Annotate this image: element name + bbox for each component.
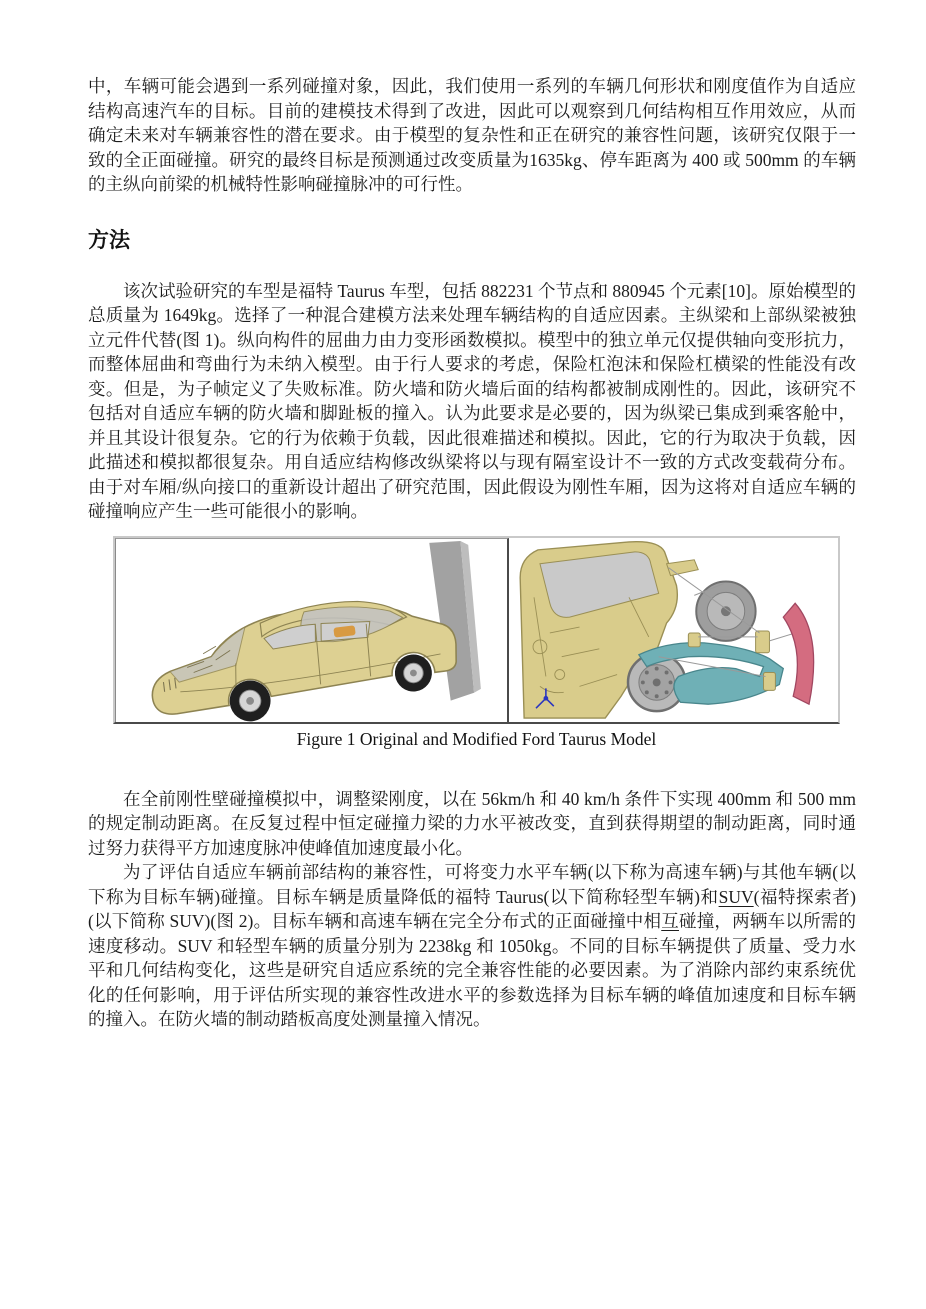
figure-1-panels [113, 536, 840, 724]
figure-1-caption: Figure 1 Original and Modified Ford Taurus Model [296, 728, 657, 749]
compat-segment-2: (福特探索者)(以下简称 SUV)(图 2)。目标车辆和高速车辆在完全分布式的正面碰撞中相 [88, 886, 856, 931]
paragraph-method-model: 该次试验研究的车型是福特 Taurus 车型，包括 882231 个节点和 880945 个元素[10]。原始模型的总质量为 1649kg。选择了一种混合建模方法来处理车辆结构的自适应因素。主纵梁和上部纵梁被独立元件代替(图 1)。纵向构件的屈曲力由力变形函数模拟。模型中的独立单元仅提供轴向变形抗力，而整体屈曲和弯曲行为未纳入模型。由于行人要求的考虑，保险杠泡沫和保险杠横梁的性能没有改变。但是，为子帧定义了失败标准。防火墙和防火墙后面的结构都被制成刚性的。因此，该研究不包括对自适应车辆的防火墙和脚趾板的撞入。认为此要求是必要的，因为纵梁已集成到乘客舱中，并且其设计很复杂。它的行为依赖于负载，因此很难描述和模拟。因此，它的行为取决于负载，因此描述和模拟都很复杂。用自适应结构修改纵梁将以与现有隔室设计不一致的方式改变载荷分布。由于对车厢/纵向接口的重新设计超出了研究范围，因此假设为刚性车厢，因为这将对自适应车辆的碰撞响应产生一些可能很小的影响。 [88, 280, 856, 521]
compat-segment-3: 碰撞，两辆车以所需的速度移动。SUV 和轻型车辆的质量分别为 2238kg 和 1050kg。不同的目标车辆提供了质量、受力水平和几何结构变化，这些是研究自适应系统的完全兼容性能的必要因素。为了消除内部约束系统优化的任何影响，用于评估所实现的兼容性改进水平的参数选择为目标车辆的峰值加速度和目标车辆的撞入。在防火墙的制动踏板高度处测量撞入情况。 [88, 911, 857, 1029]
underlined-suv-text: SUV [718, 886, 754, 907]
upper-wheel [696, 581, 755, 640]
section-heading-method: 方法 [88, 228, 130, 252]
modified-front-structure-illustration [509, 538, 838, 722]
figure-1 [113, 536, 840, 750]
original-taurus-model-illustration [116, 539, 507, 722]
paragraph-compatibility [88, 860, 856, 1032]
figure-1-right-panel [509, 538, 838, 722]
compat-segment-1: 为了评估自适应车辆前部结构的兼容性，可将变力水平车辆(以下称为高速车辆)与其他车辆(以下称为目标车辆)碰撞。目标车辆是质量降低的福特 Taurus(以下简称轻型车辆)和 [88, 862, 856, 907]
underlined-hu-text: 互 [661, 911, 679, 931]
paragraph-intro: 中，车辆可能会遇到一系列碰撞对象，因此，我们使用一系列的车辆几何形状和刚度值作为自适应结构高速汽车的目标。目前的建模技术得到了改进，因此可以观察到几何结构相互作用效应，从而确定未来对车辆兼容性的潜在要求。由于模型的复杂性和正在研究的兼容性问题，该研究仅限于一致的全正面碰撞。研究的最终目标是预测通过改变质量为1635kg、停车距离为 400 或 500mm 的车辆的主纵向前梁的机械特性影响碰撞脉冲的可行性。 [88, 76, 856, 194]
figure-1-left-panel [115, 538, 509, 722]
paragraph-simulation: 在全前刚性壁碰撞模拟中，调整梁刚度，以在 56km/h 和 40 km/h 条件下实现 400mm 和 500 mm 的规定制动距离。在反复过程中恒定碰撞力梁的力水平被改变，直到获得期望的制动距离，同时通过努力获得平方加速度脉冲使峰值加速度最小化。 [88, 788, 856, 858]
